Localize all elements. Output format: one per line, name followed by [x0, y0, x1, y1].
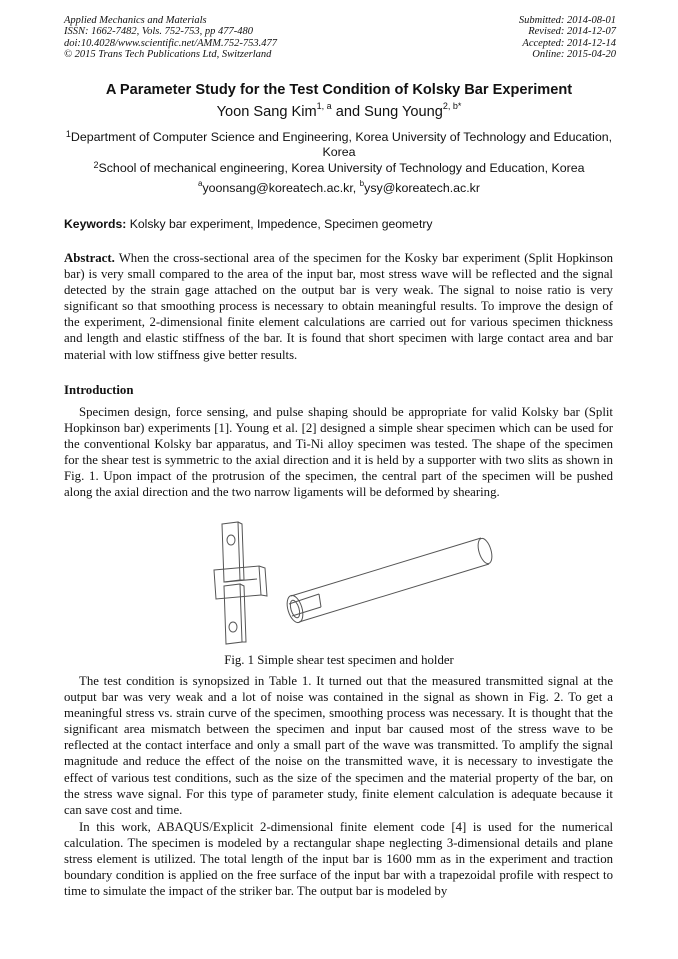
- abstract-label: Abstract.: [64, 251, 115, 265]
- affiliation-2-text: School of mechanical engineering, Korea University of Technology and Education, Korea: [98, 161, 585, 175]
- date-accepted: Accepted: 2014-12-14: [522, 37, 616, 49]
- intro-paragraph-1: Specimen design, force sensing, and pulse shaping should be appropriate for valid Kolsky bar (Split Hopkinson bar) experiments [1]. Young et al. [2] designed a simple shear specimen which can be used for the conventional Kolsky bar apparatus, and Ti-Ni alloy specimen was tested. The shape of the specimen for the shear test is symmetric to the axial direction and it is held by a supporter with two slits as shown in Fig. 1. Upon impact of the protrusion of the specimen, the central part of the specimen will be pushed along the axial direction and the two narrow ligaments will be deformed by shearing.: [64, 405, 613, 500]
- figure-1-specimen-and-holder: [205, 520, 505, 648]
- intro-paragraph-2: The test condition is synopsized in Table 1. It turned out that the measured transmitted signal at the output bar was very weak and a lot of noise was contained in the signal as shown in Fig. 2. To get a meaningful stress vs. strain curve of the specimen, smoothing process was necessary. It is thought that the significant area mismatch between the specimen and input bar caused most of the stress wave to be reflected at the contact interface and only a small part of the wave was transmitted. To amplify the signal magnitude and reduce the effect of the noise on the transmitted wave, it is necessary to investigate the effect of various test conditions, such as the size of the specimen and the material property of the bar, on the stress wave signal. For this type of parameter study, finite element calculation is adequate because it can save cost and time.: [64, 674, 613, 817]
- author-1: Yoon Sang Kim: [216, 104, 317, 120]
- affiliation-2: [64, 161, 614, 176]
- paper-title: A Parameter Study for the Test Condition of Kolsky Bar Experiment: [105, 82, 573, 98]
- journal-copyright: © 2015 Trans Tech Publications Ltd, Switzerland: [64, 48, 272, 60]
- journal-header-right: [519, 15, 616, 60]
- specimen-drawing: [214, 522, 267, 644]
- journal-doi: doi:10.4028/www.scientific.net/AMM.752-753.477: [64, 37, 277, 49]
- author-line: [0, 101, 678, 120]
- keywords: [64, 217, 624, 231]
- author-1-sup: 1, a: [316, 101, 332, 111]
- journal-header-left: [64, 15, 277, 60]
- email-2[interactable]: ysy@koreatech.ac.kr: [364, 181, 480, 195]
- journal-issn: ISSN: 1662-7482, Vols. 752-753, pp 477-480: [64, 26, 253, 38]
- affiliation-2-sup: 2: [93, 160, 99, 170]
- email-1[interactable]: yoonsang@koreatech.ac.kr: [202, 181, 353, 195]
- date-submitted: Submitted: 2014-08-01: [518, 15, 616, 26]
- abstract: [64, 250, 613, 363]
- email-line: [0, 181, 678, 195]
- abstract-text: When the cross-sectional area of the specimen for the Kosky bar experiment (Split Hopkinson bar) is very small compared to the area of the input bar, most stress wave will be reflected and the signal detected by the strain gage attached on the output bar is very weak. The signal to noise ratio is very significant so that smoothing process is necessary to obtain meaningful results. To improve the design of the experiment, 2-dimensional finite element calculations are carried out for various specimen thickness and length and elastic stiffness of the bar. It is found that short specimen with large contact area and bar material with low stiffness give better results.: [64, 251, 613, 362]
- date-online: Online: 2015-04-20: [532, 48, 616, 60]
- intro-paragraph-3: In this work, ABAQUS/Explicit 2-dimensional finite element code [4] is used for the numerical calculation. The specimen is modeled by a rectangular shape neglecting 3-dimensional details and plane stress element is utilized. The total length of the input bar is 1600 mm as in the experiment and traction boundary condition is applied on the free surface of the input bar with a trapezoidal profile with respect to time to simulate the impact of the striker bar. The output bar is modeled by: [64, 820, 613, 899]
- journal-name: Applied Mechanics and Materials: [64, 15, 207, 26]
- figure-1-caption: Fig. 1 Simple shear test specimen and holder: [224, 653, 454, 667]
- affiliation-1: [64, 130, 614, 161]
- email-2-sup: b: [359, 179, 365, 188]
- author-2: Sung Young: [364, 104, 443, 120]
- date-revised: Revised: 2014-12-07: [528, 26, 616, 38]
- keywords-text: Kolsky bar experiment, Impedence, Specimen geometry: [126, 217, 433, 231]
- email-1-sup: a: [197, 179, 203, 188]
- keywords-label: Keywords:: [64, 217, 127, 231]
- affiliation-1-sup: 1: [65, 129, 71, 139]
- email-sep: ,: [352, 181, 360, 195]
- author-and: and: [331, 104, 365, 120]
- affiliation-1-text: Department of Computer Science and Engineering, Korea University of Technology and Education, Korea: [70, 130, 613, 160]
- section-heading-introduction: Introduction: [64, 383, 134, 397]
- author-2-sup: 2, b*: [442, 101, 462, 111]
- holder-tube-drawing: [284, 537, 494, 625]
